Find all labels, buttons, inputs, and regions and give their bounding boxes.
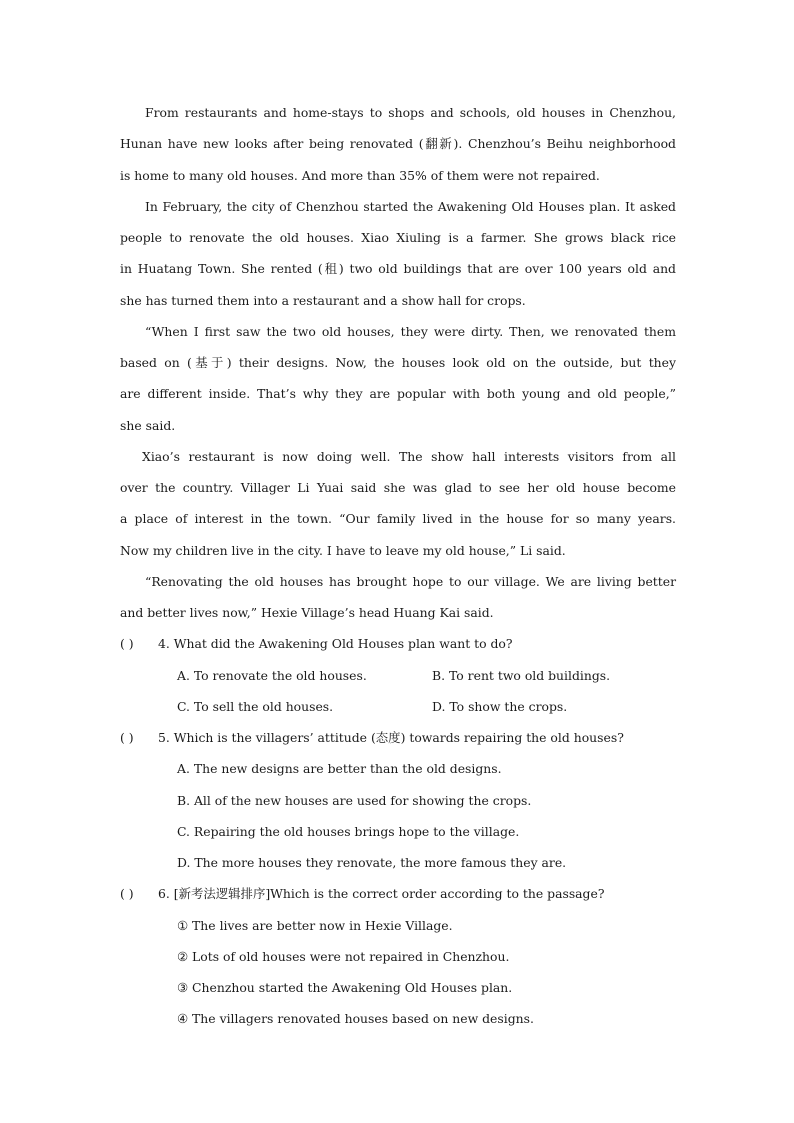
- document-page: [120, 97, 676, 1035]
- question-stem: [120, 878, 676, 909]
- question-text: 5. Which is the villagers’ attitude (态度) towards repairing the old houses?: [158, 730, 624, 745]
- text-line: people to renovate the old houses. Xiao Xiuling is a farmer. She grows black rice: [120, 230, 676, 245]
- text-line: in Huatang Town. She rented (租) two old buildings that are over 100 years old and: [120, 261, 676, 277]
- option-c: C. To sell the old houses.: [177, 698, 334, 714]
- text-line: she has turned them into a restaurant and a show hall for crops.: [120, 292, 526, 308]
- text-line: over the country. Villager Li Yuai said she was glad to see her old house become: [120, 480, 676, 495]
- event-1: ① The lives are better now in Hexie Village.: [177, 917, 453, 933]
- text-line: she said.: [120, 417, 176, 433]
- question-stem: [120, 628, 676, 659]
- paragraph-3: [120, 316, 676, 441]
- paragraph-4: [120, 441, 676, 566]
- text-line: From restaurants and home-stays to shops and schools, old houses in Chenzhou,: [145, 105, 676, 120]
- option-a: A. The new designs are better than the old designs.: [177, 761, 502, 777]
- question-text: 4. What did the Awakening Old Houses plan want to do?: [158, 636, 513, 652]
- question-4: [120, 628, 676, 722]
- option-b: B. All of the new houses are used for showing the crops.: [177, 792, 532, 808]
- answer-blank[interactable]: ( ): [120, 886, 134, 902]
- question-6: [120, 878, 676, 1034]
- paragraph-1: [120, 97, 676, 191]
- answer-blank[interactable]: ( ): [120, 636, 134, 652]
- answer-blank[interactable]: ( ): [120, 730, 134, 745]
- option-a: A. To renovate the old houses.: [177, 667, 367, 683]
- option-row: [120, 691, 676, 722]
- event-3: ③ Chenzhou started the Awakening Old Houses plan.: [177, 980, 513, 995]
- paragraph-2: [120, 191, 676, 316]
- event-4: ④ The villagers renovated houses based on new designs.: [177, 1011, 534, 1027]
- text-line: is home to many old houses. And more than 35% of them were not repaired.: [120, 167, 600, 183]
- text-line: based on (基于) their designs. Now, the houses look old on the outside, but they: [120, 355, 676, 370]
- text-line: are different inside. That’s why they are popular with both young and old people,”: [120, 386, 676, 402]
- text-line: Xiao’s restaurant is now doing well. The show hall interests visitors from all: [142, 448, 676, 464]
- text-line: “When I first saw the two old houses, they were dirty. Then, we renovated them: [145, 323, 676, 339]
- text-line: “Renovating the old houses has brought hope to our village. We are living better: [145, 573, 676, 589]
- question-text: 6. [新考法逻辑排序]Which is the correct order according to the passage?: [158, 886, 605, 902]
- question-stem: [120, 722, 676, 753]
- text-line: a place of interest in the town. “Our family lived in the house for so many years.: [120, 511, 676, 527]
- option-c: C. Repairing the old houses brings hope to the village.: [177, 823, 520, 839]
- option-row: [120, 660, 676, 691]
- option-d: D. To show the crops.: [432, 698, 568, 714]
- option-b: B. To rent two old buildings.: [432, 667, 611, 683]
- paragraph-5: [120, 566, 676, 629]
- event-2: ② Lots of old houses were not repaired in Chenzhou.: [177, 948, 510, 964]
- question-5: [120, 722, 676, 878]
- option-d: D. The more houses they renovate, the more famous they are.: [177, 855, 567, 870]
- text-line: Now my children live in the city. I have to leave my old house,” Li said.: [120, 542, 566, 558]
- text-line: In February, the city of Chenzhou started the Awakening Old Houses plan. It asked: [145, 198, 676, 214]
- text-line: and better lives now,” Hexie Village’s head Huang Kai said.: [120, 605, 494, 620]
- text-line: Hunan have new looks after being renovated (翻新). Chenzhou’s Beihu neighborhood: [120, 136, 676, 152]
